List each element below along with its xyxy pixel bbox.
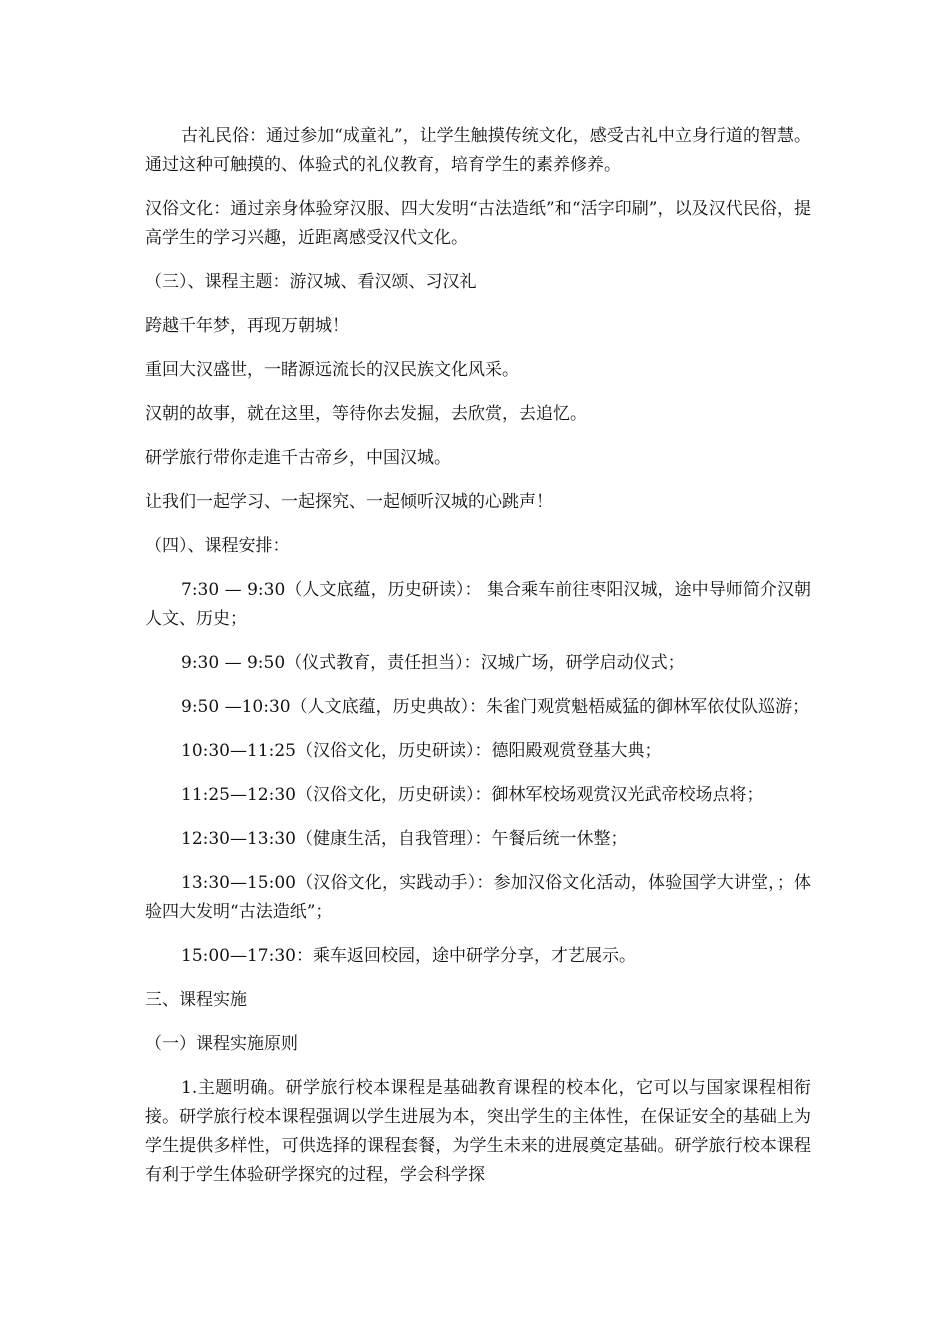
schedule-item-1230: 12:30—13:30（健康生活，自我管理）：午餐后统一休整；	[181, 829, 628, 849]
paragraph-ancient-customs: 古礼民俗：通过参加“成童礼”，让学生触摸传统文化，感受古礼中立身行道的智慧。通过这种可触摸的、体验式的礼仪教育，培育学生的素养修养。	[145, 126, 811, 175]
schedule-item-1500: 15:00—17:30：乘车返回校园，途中研学分享，才艺展示。	[181, 946, 636, 966]
paragraph-slogan-3: 汉朝的故事，就在这里，等待你去发掘，去欣赏，去追忆。	[145, 404, 587, 424]
heading-course-implementation: 三、课程实施	[145, 990, 247, 1010]
paragraph-slogan-2: 重回大汉盛世，一睹源远流长的汉民族文化风采。	[145, 360, 519, 380]
schedule-item-1125: 11:25—12:30（汉俗文化，历史研读）：御林军校场观赏汉光武帝校场点将；	[181, 785, 764, 805]
schedule-item-1030: 10:30—11:25（汉俗文化，历史研读）：德阳殿观赏登基大典；	[181, 741, 662, 761]
schedule-item-0950: 9:50 —10:30（人文底蕴，历史典故）：朱雀门观赏魁梧威猛的御林军依仗队巡游；	[181, 697, 810, 717]
schedule-item-1330: 13:30—15:00（汉俗文化，实践动手）：参加汉俗文化活动，体验国学大讲堂，；体验四大发明“古法造纸”；	[145, 873, 811, 922]
paragraph-slogan-4: 研学旅行带你走進千古帝乡，中国汉城。	[145, 448, 451, 468]
paragraph-slogan-1: 跨越千年梦，再现万朝城！	[145, 316, 349, 336]
schedule-item-0930: 9:30 — 9:50（仪式教育，责任担当）：汉城广场，研学启动仪式；	[181, 653, 685, 673]
heading-course-theme: （三）、课程主题：游汉城、看汉颂、习汉礼	[145, 272, 477, 292]
heading-implementation-principles: （一）课程实施原则	[145, 1034, 298, 1054]
paragraph-han-culture: 汉俗文化：通过亲身体验穿汉服、四大发明“古法造纸”和“活字印刷”，以及汉代民俗，提高学生的学习兴趣，近距离感受汉代文化。	[145, 199, 811, 248]
schedule-item-0730: 7:30 — 9:30（人文底蕴，历史研读）： 集合乘车前往枣阳汉城，途中导师简介汉朝人文、历史；	[145, 580, 811, 629]
paragraph-principle-1: 1.主题明确。研学旅行校本课程是基础教育课程的校本化，它可以与国家课程相衔接。研学旅行校本课程强调以学生进展为本，突出学生的主体性，在保证安全的基础上为学生提供多样性，可供选择的课程套餐，为学生未来的进展奠定基础。研学旅行校本课程有利于学生体验研学探究的过程，学会科学探	[145, 1078, 811, 1185]
paragraph-slogan-5: 让我们一起学习、一起探究、一起倾听汉城的心跳声！	[145, 492, 553, 512]
heading-course-schedule: （四）、课程安排：	[145, 536, 290, 556]
document-body	[145, 122, 811, 1205]
